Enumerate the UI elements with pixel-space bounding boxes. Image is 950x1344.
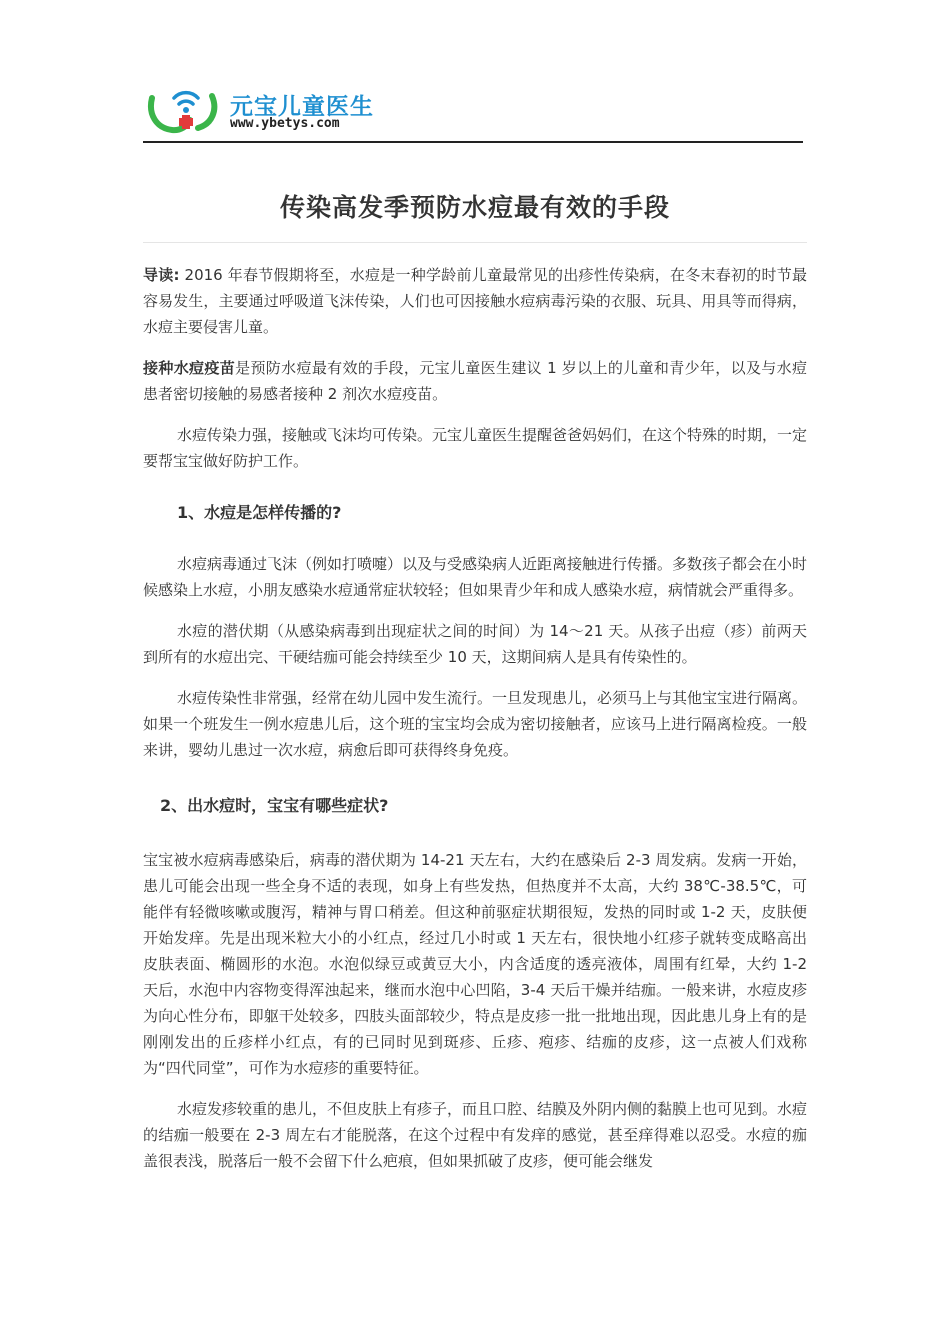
stethoscope-wifi-icon xyxy=(146,84,226,134)
intro-label: 导读: xyxy=(143,266,180,284)
spread-paragraph: 水痘传染力强，接触或飞沫均可传染。元宝儿童医生提醒爸爸妈妈们，在这个特殊的时期，一定要帮宝宝做好防护工作。 xyxy=(143,426,808,470)
site-logo[interactable] xyxy=(146,84,406,134)
intro-paragraph xyxy=(143,262,807,340)
section1-paragraph: 水痘传染性非常强，经常在幼儿园中发生流行。一旦发现患儿，必须马上与其他宝宝进行隔离。如果一个班发生一例水痘患儿后，这个班的宝宝均会成为密切接触者，应该马上进行隔离检疫。一般来讲，婴幼儿患过一次水痘，病愈后即可获得终身免疫。 xyxy=(143,689,808,759)
title-divider xyxy=(143,242,807,243)
section1-heading: 1、水痘是怎样传播的? xyxy=(177,503,342,522)
section1-paragraph: 水痘病毒通过飞沫（例如打喷嚏）以及与受感染病人近距离接触进行传播。多数孩子都会在小时候感染上水痘，小朋友感染水痘通常症状较轻；但如果青少年和成人感染水痘，病情就会严重得多。 xyxy=(143,555,808,599)
section2-paragraph: 宝宝被水痘病毒感染后，病毒的潜伏期为 14-21 天左右，大约在感染后 2-3 周发病。发病一开始，患儿可能会出现一些全身不适的表现，如身上有些发热，但热度并不太高，大约 38℃-38.5℃，可能伴有轻微咳嗽或腹泻，精神与胃口稍差。但这种前驱症状期很短，发热的同时或 1-2 天，皮肤便开始发痒。先是出现米粒大小的小红点，经过几小时或 1 天左右，很快地小红疹子就转变成略高出皮肤表面、椭圆形的水泡。水泡似绿豆或黄豆大小，内含适度的透亮液体，周围有红晕，大约 1-2 天后，水泡中内容物变得浑浊起来，继而水泡中心凹陷，3-4 天后干燥并结痂。一般来讲，水痘皮疹为向心性分布，即躯干处较多，四肢头面部较少，特点是皮疹一批一批地出现，因此患儿身上有的是刚刚发出的丘疹样小红点，有的已同时见到斑疹、丘疹、疱疹、结痂的皮疹，这一点被人们戏称为“四代同堂”，可作为水痘疹的重要特征。 xyxy=(143,851,807,1077)
vaccine-paragraph xyxy=(143,355,807,407)
section2-heading: 2、出水痘时，宝宝有哪些症状? xyxy=(160,796,389,815)
article-body xyxy=(143,262,807,1189)
intro-text: 2016 年春节假期将至，水痘是一种学龄前儿童最常见的出疹性传染病，在冬末春初的时节最容易发生，主要通过呼吸道飞沫传染，人们也可因接触水痘病毒污染的衣服、玩具、用具等而得病，水痘主要侵害儿童。 xyxy=(143,266,808,336)
article-title: 传染高发季预防水痘最有效的手段 xyxy=(279,193,670,222)
logo-url[interactable]: www.ybetys.com xyxy=(230,116,340,131)
section2-paragraph: 水痘发疹较重的患儿，不但皮肤上有疹子，而且口腔、结膜及外阴内侧的黏膜上也可见到。水痘的结痂一般要在 2-3 周左右才能脱落，在这个过程中有发痒的感觉，甚至痒得难以忍受。水痘的痂盖很表浅，脱落后一般不会留下什么疤痕，但如果抓破了皮疹，便可能会继发 xyxy=(143,1100,808,1170)
header-divider xyxy=(143,141,803,143)
section1-paragraph: 水痘的潜伏期（从感染病毒到出现症状之间的时间）为 14～21 天。从孩子出痘（疹）前两天到所有的水痘出完、干硬结痂可能会持续至少 10 天，这期间病人是具有传染性的。 xyxy=(143,622,807,666)
vaccine-text: 是预防水痘最有效的手段，元宝儿童医生建议 1 岁以上的儿童和青少年，以及与水痘患者密切接触的易感者接种 2 剂次水痘疫苗。 xyxy=(143,359,807,403)
logo-name: 元宝儿童医生 xyxy=(230,94,374,120)
vaccine-keyword: 接种水痘疫苗 xyxy=(143,359,236,377)
